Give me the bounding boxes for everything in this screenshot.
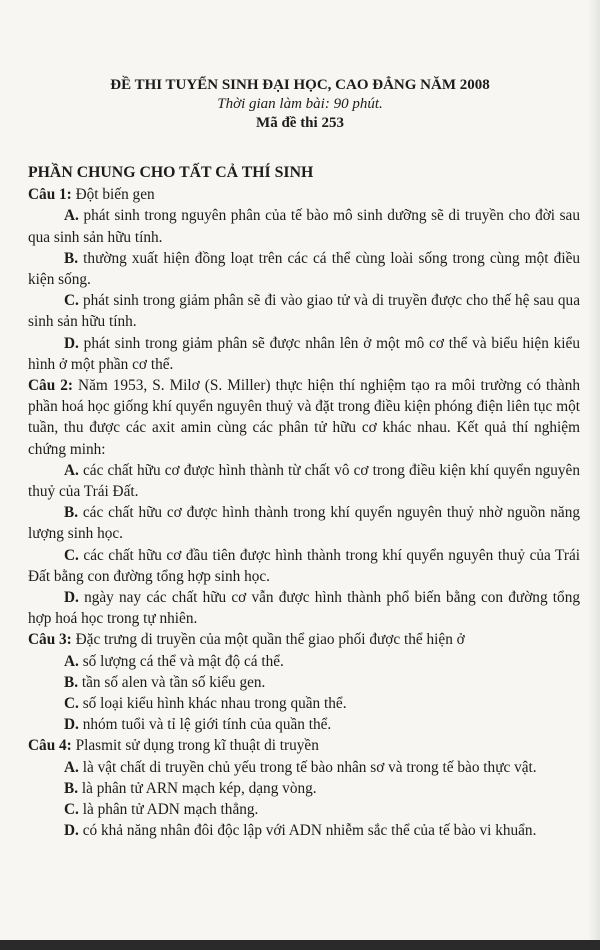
option-text: số loại kiểu hình khác nhau trong quần thể. <box>82 695 347 713</box>
page-edge-shadow <box>588 0 600 940</box>
exam-header <box>0 76 600 133</box>
question-3-option-a <box>28 651 580 672</box>
question-1-option-b <box>28 248 580 290</box>
option-text: là vật chất di truyền chủ yếu trong tế bào nhân sơ và trong tế bào thực vật. <box>82 758 537 776</box>
question-4-option-b <box>28 778 580 799</box>
question-2-stem <box>28 375 580 460</box>
option-text: số lượng cá thể và mật độ cá thể. <box>82 652 284 670</box>
question-4-stem <box>28 735 580 756</box>
option-label: C. <box>64 801 79 819</box>
question-4-option-d <box>28 820 580 841</box>
question-1-label: Câu 1: <box>28 186 72 204</box>
option-text: là phân tử ARN mạch kép, dạng vòng. <box>81 779 317 797</box>
option-label: B. <box>64 249 79 267</box>
exam-code: Mã đề thi 253 <box>256 115 344 131</box>
option-text: phát sinh trong nguyên phân của tế bào mô sinh dưỡng sẽ di truyền cho đời sau qua sinh sản hữu tính. <box>28 207 580 246</box>
option-label: C. <box>64 546 79 564</box>
question-2-text: Năm 1953, S. Milơ (S. Miller) thực hiện thí nghiệm tạo ra môi trường có thành phần hoá học giống khí quyển nguyên thuỷ và đặt trong điều kiện phóng điện liên tục một tuần, thu được các axit amin cùng các phân tử hữu cơ khác nhau. Kết quả thí nghiệm chứng minh: <box>28 377 580 458</box>
option-label: D. <box>64 589 79 607</box>
option-label: B. <box>64 779 79 797</box>
option-label: C. <box>64 292 79 310</box>
option-label: D. <box>64 716 79 734</box>
question-3-option-c <box>28 693 580 714</box>
question-2-option-c <box>28 545 580 587</box>
option-label: B. <box>64 673 79 691</box>
question-3-text: Đặc trưng di truyền của một quần thể giao phối được thể hiện ở <box>75 631 465 649</box>
scan-bottom-edge <box>0 940 600 950</box>
exam-body <box>28 162 580 842</box>
option-label: A. <box>64 652 79 670</box>
option-text: nhóm tuổi và tỉ lệ giới tính của quần thể. <box>82 716 332 734</box>
option-label: A. <box>64 758 79 776</box>
question-1-option-d <box>28 333 580 375</box>
option-text: có khả năng nhân đôi độc lập với ADN nhiễm sắc thể của tế bào vi khuẩn. <box>82 822 537 840</box>
option-label: C. <box>64 695 79 713</box>
question-3-stem <box>28 629 580 650</box>
question-1-option-c <box>28 290 580 332</box>
option-text: thường xuất hiện đồng loạt trên các cá thể cùng loài sống trong cùng một điều kiện sống. <box>28 249 581 289</box>
question-1-stem <box>28 184 580 205</box>
question-2-option-d <box>28 587 580 629</box>
question-2-option-b <box>28 502 580 544</box>
question-4-option-a <box>28 757 580 778</box>
option-label: D. <box>64 822 79 840</box>
question-1-option-a <box>28 205 580 247</box>
option-text: các chất hữu cơ đầu tiên được hình thành trong khí quyển nguyên thuỷ của Trái Đất bằng con đường tổng hợp sinh học. <box>28 546 580 585</box>
option-text: các chất hữu cơ được hình thành trong khí quyển nguyên thuỷ nhờ nguồn năng lượng sinh học. <box>28 504 580 543</box>
question-4-label: Câu 4: <box>28 737 72 755</box>
exam-time: Thời gian làm bài: 90 phút. <box>217 96 383 112</box>
question-1-text: Đột biến gen <box>75 186 155 204</box>
option-text: tần số alen và tần số kiểu gen. <box>81 673 266 691</box>
question-2-option-a <box>28 460 580 502</box>
option-text: phát sinh trong giảm phân sẽ được nhân lên ở một mô cơ thể và biểu hiện kiểu hình ở một phần cơ thể. <box>28 334 580 373</box>
option-text: ngày nay các chất hữu cơ vẫn được hình thành phổ biến bằng con đường tổng hợp hoá học trong tự nhiên. <box>28 589 580 628</box>
exam-title: ĐỀ THI TUYỂN SINH ĐẠI HỌC, CAO ĐẲNG NĂM 2008 <box>110 77 490 93</box>
question-4-text: Plasmit sử dụng trong kĩ thuật di truyền <box>75 737 319 755</box>
option-label: A. <box>64 461 79 479</box>
question-3-option-d <box>28 714 580 735</box>
option-text: phát sinh trong giảm phân sẽ đi vào giao tử và di truyền được cho thế hệ sau qua sinh sản hữu tính. <box>28 292 580 331</box>
option-label: B. <box>64 504 79 522</box>
option-label: D. <box>64 334 79 352</box>
option-label: A. <box>64 207 79 225</box>
question-3-option-b <box>28 672 580 693</box>
section-title: PHẦN CHUNG CHO TẤT CẢ THÍ SINH <box>28 164 314 181</box>
question-4-option-c <box>28 799 580 820</box>
question-3-label: Câu 3: <box>28 631 72 649</box>
option-text: là phân tử ADN mạch thẳng. <box>82 801 259 819</box>
question-2-label: Câu 2: <box>28 377 73 395</box>
option-text: các chất hữu cơ được hình thành từ chất vô cơ trong điều kiện khí quyển nguyên thuỷ của Trái Đất. <box>28 461 580 501</box>
